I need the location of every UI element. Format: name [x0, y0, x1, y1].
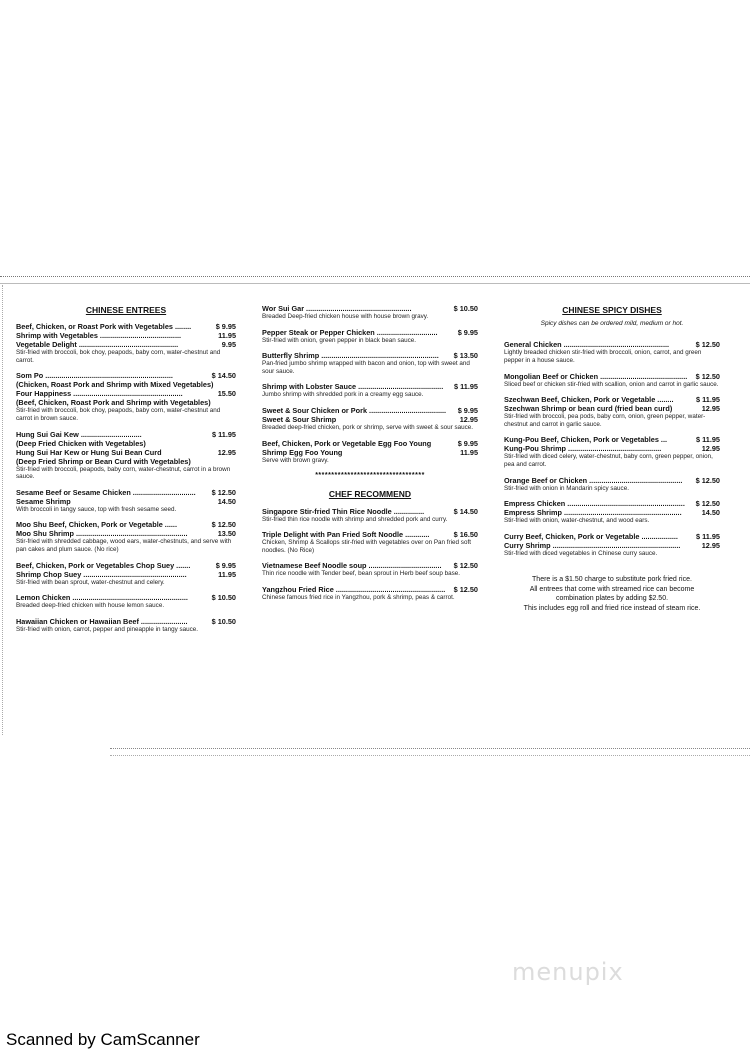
dish-description: With broccoli in tangy sauce, top with fresh sesame seed.: [16, 505, 177, 513]
menu-item-row: [262, 351, 478, 360]
dish-price: $ 14.50: [453, 506, 478, 516]
dish-price: 14.50: [701, 508, 720, 518]
dish-price: 9.95: [221, 340, 236, 350]
menu-item: [262, 351, 478, 375]
dish-name: Szechwan Shrimp or bean curd (fried bean curd): [504, 404, 673, 414]
menu-item-row: [16, 371, 236, 380]
dish-price: $ 12.50: [695, 499, 720, 509]
menu-item-row: [262, 406, 478, 415]
menu-item-row: [16, 593, 236, 602]
dish-price: $ 9.95: [457, 438, 478, 448]
page-top-edge: [0, 276, 750, 284]
dish-name: Shrimp Chop Suey ...................................................: [16, 569, 187, 579]
menu-item-row: [16, 448, 236, 457]
menu-item-row: [262, 585, 478, 594]
dish-name: Curry Shrimp ...............................................................: [504, 540, 681, 550]
dish-description: Sliced beef or chicken stir-fried with scallion, onion and carrot in garlic sauce.: [504, 380, 719, 388]
dish-name: (Deep Fried Shrimp or Bean Curd with Vegetables): [16, 456, 191, 466]
menu-item: [262, 328, 478, 345]
menu-item: [16, 617, 236, 634]
menu-item-row: [504, 499, 720, 508]
menu-item-row: [16, 322, 236, 331]
dish-price: $ 10.50: [453, 304, 478, 313]
dish-description: Breaded deep-fried chicken, pork or shrimp, serve with sweet & sour sauce.: [262, 423, 474, 431]
menu-item-row: [262, 530, 478, 539]
note-line: This includes egg roll and fried rice instead of steam rice.: [523, 604, 701, 612]
menu-column-2: [262, 304, 478, 609]
dish-price: 12.95: [459, 414, 478, 424]
dish-description: Stir-fried with shredded cabbage, wood ears, water-chestnuts, and serve with pan cakes and plum sauce. (No rice): [16, 538, 232, 553]
menu-item: [504, 532, 720, 558]
dish-price: $ 11.95: [454, 382, 478, 392]
dish-price: $ 11.95: [696, 395, 720, 405]
dish-description: Breaded Deep-fried chicken house with house brown gravy.: [262, 313, 429, 320]
dish-price: 12.95: [701, 444, 720, 454]
dish-price: 12.95: [701, 404, 720, 414]
dish-name: Szechwan Beef, Chicken, Pork or Vegetable ........: [504, 395, 674, 405]
dish-description: Stir-fried with onion, water-chestnut, and wood ears.: [504, 517, 650, 525]
menu-column-3: [504, 304, 720, 613]
menu-item-row: [262, 507, 478, 516]
dish-name: Empress Chicken ..........................................................: [504, 499, 685, 509]
menu-item-row: [504, 435, 720, 444]
menu-item: [262, 406, 478, 432]
dish-price: $ 10.50: [211, 593, 236, 603]
menu-item: [262, 530, 478, 554]
dish-description: Jumbo shrimp with shredded pork in a creamy egg sauce.: [262, 391, 424, 399]
menu-item-row: [262, 304, 478, 313]
menu-item: [262, 304, 478, 321]
dish-name: Shrimp with Vegetables ........................................: [16, 331, 182, 341]
menu-item-row: [16, 488, 236, 497]
dish-price: $ 9.95: [457, 405, 478, 415]
menu-notes: [504, 575, 720, 613]
menu-item: [16, 561, 236, 587]
dish-price: $ 12.50: [695, 475, 720, 485]
dish-description: Stir-fried with bean sprout, water-chestnut and celery.: [16, 578, 165, 586]
menu-item-row: [504, 340, 720, 349]
dish-price: 15.50: [217, 389, 236, 399]
dish-description: Chinese famous fried rice in Yangzhou, pork & shrimp, peas & carrot.: [262, 593, 455, 601]
dish-description: Serve with brown gravy.: [262, 456, 329, 464]
menu-item-row: [16, 497, 236, 506]
dish-price: $ 12.50: [695, 340, 720, 350]
dish-description: Lightly breaded chicken stir-fried with broccoli, onion, carrot, and green pepper in a house sauce.: [504, 349, 702, 364]
dish-price: $ 12.50: [211, 520, 236, 530]
dish-name: Sesame Beef or Sesame Chicken ...............................: [16, 487, 196, 497]
dish-name: Empress Shrimp ..........................................................: [504, 508, 682, 518]
dish-price: $ 9.95: [215, 560, 236, 570]
dish-price: $ 12.50: [695, 371, 720, 381]
dish-price: 11.95: [218, 331, 236, 341]
dish-name: Shrimp Egg Foo Young: [262, 447, 343, 457]
dish-name: Beef, Chicken, or Roast Pork with Vegetables ........: [16, 322, 192, 332]
dish-name: Vegetable Delight .................................................: [16, 340, 179, 350]
menu-item: [16, 520, 236, 553]
dish-price: 13.50: [217, 529, 236, 539]
dish-description: Pan-fried jumbo shrimp wrapped with bacon and onion, top with sweet and sour sauce.: [262, 360, 470, 375]
dish-name: Pepper Steak or Pepper Chicken ..............................: [262, 327, 438, 337]
menu-item-row: [504, 372, 720, 381]
section-subtitle: Spicy dishes can be ordered mild, medium or hot.: [540, 320, 684, 328]
dish-name: (Beef, Chicken, Roast Pork and Shrimp with Vegetables): [16, 398, 211, 408]
menu-item-row: [504, 508, 720, 517]
dish-price: $ 12.50: [211, 487, 236, 497]
dish-name: Som Po ...............................................................: [16, 371, 173, 381]
star-divider: **********************************: [315, 472, 425, 480]
dish-name: Moo Shu Beef, Chicken, Pork or Vegetable ......: [16, 520, 177, 530]
dish-price: $ 9.95: [215, 322, 236, 332]
menu-item-row: [504, 404, 720, 413]
menu-item: [504, 499, 720, 525]
dish-description: Breaded deep-fried chicken with house lemon sauce.: [16, 602, 165, 610]
dish-name: Lemon Chicken .........................................................: [16, 593, 188, 603]
menu-item-row: [16, 340, 236, 349]
menu-item-row: [16, 398, 236, 407]
menu-item-row: [504, 541, 720, 550]
menu-item-row: [504, 532, 720, 541]
dish-name: Sweet & Sour Shrimp: [262, 414, 337, 424]
menu-item: [262, 585, 478, 602]
section-title: CHINESE ENTREES: [85, 305, 167, 315]
menu-item: [504, 435, 720, 468]
dish-price: $ 11.95: [696, 531, 720, 541]
dish-price: 11.95: [460, 447, 478, 457]
page-left-edge: [2, 285, 5, 735]
menu-item-row: [16, 561, 236, 570]
menu-item: [16, 430, 236, 481]
menu-item-row: [262, 561, 478, 570]
dish-name: Shrimp with Lobster Sauce ..........................................: [262, 382, 444, 392]
dish-name: Orange Beef or Chicken ..............................................: [504, 475, 683, 485]
dish-price: $ 16.50: [453, 530, 478, 540]
dish-price: $ 10.50: [211, 616, 236, 626]
menu-item: [16, 322, 236, 364]
dish-name: Hung Sui Har Kew or Hung Sui Bean Curd: [16, 447, 162, 457]
menu-item-row: [16, 380, 236, 389]
dish-price: $ 13.50: [453, 351, 478, 361]
dish-price: $ 14.50: [211, 371, 236, 381]
menu-item-row: [262, 382, 478, 391]
dish-name: General Chicken ....................................................: [504, 340, 670, 350]
dish-name: Sweet & Sour Chicken or Pork ......................................: [262, 405, 447, 415]
menu-item-row: [504, 395, 720, 404]
menu-item-row: [16, 389, 236, 398]
dish-name: Mongolian Beef or Chicken ...........................................: [504, 371, 688, 381]
menu-item-row: [262, 415, 478, 424]
dish-name: Vietnamese Beef Noodle soup ....................................: [262, 561, 442, 571]
dish-description: Stir-fried thin rice noodle with shrimp and shredded pork and curry.: [262, 515, 448, 523]
menupix-watermark: menupix: [512, 958, 624, 986]
dish-description: Stir-fried with diced vegetables in Chinese curry sauce.: [504, 549, 658, 557]
menu-item: [262, 507, 478, 524]
menu-item: [504, 476, 720, 493]
dish-price: 12.95: [701, 540, 720, 550]
note-line: combination plates by adding $2.50.: [555, 595, 669, 603]
dish-name: Butterfly Shrimp ..........................................................: [262, 351, 439, 361]
dish-price: $ 12.50: [453, 584, 478, 594]
menu-item: [262, 439, 478, 465]
dish-price: $ 11.95: [696, 435, 720, 445]
dish-name: Triple Delight with Pan Fried Soft Noodle ............: [262, 530, 430, 540]
dish-name: Beef, Chicken, Pork or Vegetable Egg Foo Young: [262, 438, 432, 448]
menu-item: [504, 372, 720, 389]
dish-price: $ 9.95: [457, 327, 478, 337]
dish-name: Moo Shu Shrimp .......................................................: [16, 529, 188, 539]
menu-item: [504, 395, 720, 428]
camscanner-footer: Scanned by CamScanner: [6, 1030, 200, 1049]
dish-price: 11.95: [218, 569, 236, 579]
menu-item: [16, 593, 236, 610]
section-title: CHEF RECOMMEND: [328, 489, 412, 500]
menu-item-row: [16, 570, 236, 579]
menu-item: [504, 340, 720, 364]
menu-item-row: [16, 430, 236, 439]
dish-name: Sesame Shrimp: [16, 496, 71, 506]
dish-name: Yangzhou Fried Rice ......................................................: [262, 584, 446, 594]
dish-description: Stir-fried with broccoli, peapods, baby corn, water-chestnut, carrot in a brown sauce.: [16, 465, 231, 481]
menu-item-row: [16, 529, 236, 538]
dish-price: $ 11.95: [212, 429, 236, 439]
menu-item: [16, 488, 236, 514]
section-title: CHINESE SPICY DISHES: [562, 305, 662, 315]
menu-item-row: [262, 439, 478, 448]
dish-description: Stir-fried with onion, green pepper in black bean sauce.: [262, 336, 417, 344]
dish-name: Singapore Stir-fried Thin Rice Noodle ...............: [262, 506, 425, 516]
menu-item-row: [262, 448, 478, 457]
note-line: There is a $1.50 charge to substitute pork fried rice.: [532, 576, 692, 584]
menu-item-row: [16, 457, 236, 466]
dish-name: Beef, Chicken, Pork or Vegetables Chop Suey .......: [16, 560, 191, 570]
dish-name: Hawaiian Chicken or Hawaiian Beef .......................: [16, 616, 188, 626]
dish-name: Kung-Pou Beef, Chicken, Pork or Vegetables ...: [504, 435, 668, 445]
dish-name: Curry Beef, Chicken, Pork or Vegetable ..................: [504, 531, 678, 541]
menu-item-row: [16, 331, 236, 340]
dish-name: (Chicken, Roast Pork and Shrimp with Mixed Vegetables): [16, 380, 214, 390]
menu-item: [16, 371, 236, 422]
dish-description: Stir-fried with broccoli, pea pods, baby corn, onion, green pepper, water-chestnut and carrot in garlic sauce.: [504, 413, 706, 428]
menu-item: [262, 561, 478, 578]
dish-name: Hung Sui Gai Kew ..............................: [16, 429, 142, 439]
menu-item-row: [16, 439, 236, 448]
dish-description: Chicken, Shrimp & Scallops stir-fried with vegetables over on Pan fried soft noodles. (No Rice): [262, 539, 471, 554]
menu-item: [262, 382, 478, 399]
dish-name: Kung-Pou Shrimp ..............................................: [504, 444, 662, 454]
note-line: All entrees that come with streamed rice can become: [529, 585, 695, 593]
dish-price: 12.95: [217, 447, 236, 457]
menu-item-row: [16, 617, 236, 626]
dish-price: 14.50: [217, 496, 236, 506]
dish-description: Stir-fried with broccoli, bok choy, peapods, baby corn, water-chestnut and carrot.: [16, 349, 221, 364]
menu-item-row: [504, 476, 720, 485]
menu-item-row: [504, 444, 720, 453]
dish-description: Stir-fried with onion, carrot, pepper and pineapple in tangy sauce.: [16, 625, 199, 633]
dish-description: Stir-fried with diced celery, water-chestnut, baby corn, green pepper, onion, pea and carrot.: [504, 453, 713, 468]
dish-price: $ 12.50: [453, 561, 478, 571]
page-bottom-edge: [110, 748, 750, 756]
menu-column-1: [16, 304, 236, 640]
dish-name: Four Happiness ......................................................: [16, 389, 183, 399]
dish-description: Stir-fried with onion in Mandarin spicy sauce.: [504, 484, 629, 492]
dish-name: Wor Sui Gar ....................................................: [262, 304, 412, 313]
menu-item-row: [262, 328, 478, 337]
dish-description: Stir-fried with broccoli, bok choy, peapods, baby corn, water-chestnut and carrot in brown sauce.: [16, 407, 221, 422]
dish-description: Thin rice noodle with Tender beef, bean sprout in Herb beef soup base.: [262, 570, 461, 578]
menu-item-row: [16, 520, 236, 529]
dish-name: (Deep Fried Chicken with Vegetables): [16, 438, 146, 448]
